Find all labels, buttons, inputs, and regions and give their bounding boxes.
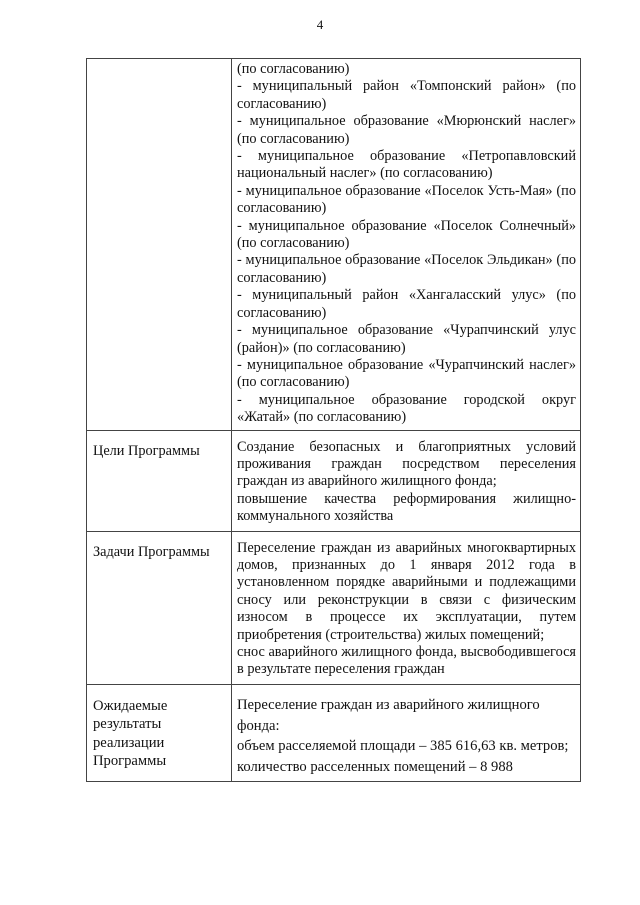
row-label: Цели Программы: [87, 430, 232, 531]
row-content: [232, 59, 581, 431]
table-row-expected-results: [87, 684, 581, 781]
content-line: - муниципальное образование «Чурапчинский улус (район)» (по согласованию): [237, 322, 576, 356]
program-passport-table: [86, 58, 581, 782]
row-label: Ожидаемые результаты реализации Программы: [87, 684, 232, 781]
row-content: [232, 684, 581, 781]
content-line: Создание безопасных и благоприятных условий проживания граждан посредством переселения граждан из аварийного жилищного фонда;: [237, 438, 576, 490]
row-content: [232, 531, 581, 684]
table-row-goals: [87, 430, 581, 531]
content-line: - муниципальное образование «Чурапчинский наслег» (по согласованию): [237, 356, 576, 391]
content-line: - муниципальное образование «Поселок Эльдикан» (по согласованию): [237, 252, 576, 286]
content-line: - муниципальное образование «Поселок Солнечный» (по согласованию): [237, 217, 576, 252]
content-line: Переселение граждан из аварийного жилищного фонда:: [237, 696, 540, 734]
table-row-tasks: [87, 531, 581, 684]
row-label: [87, 59, 232, 431]
content-line: снос аварийного жилищного фонда, высвободившегося в результате переселения граждан: [237, 644, 576, 678]
content-line: повышение качества реформирования жилищно-коммунального хозяйства: [237, 490, 576, 525]
content-line: объем расселяемой площади – 385 616,63 кв. метров;: [237, 738, 569, 755]
content-line: - муниципальный район «Томпонский район» (по согласованию): [237, 78, 576, 112]
row-label: Задачи Программы: [87, 531, 232, 684]
content-line: - муниципальное образование «Мюрюнский наслег» (по согласованию): [237, 113, 576, 147]
content-line: количество расселенных помещений – 8 988: [237, 759, 513, 776]
content-line: (по согласованию): [237, 61, 350, 77]
content-line: - муниципальное образование городской округ «Жатай» (по согласованию): [237, 391, 576, 426]
row-content: [232, 430, 581, 531]
table-row-participants: [87, 59, 581, 431]
page-number: 4: [316, 17, 324, 32]
content-line: - муниципальное образование «Петропавловский национальный наслег» (по согласованию): [237, 148, 576, 182]
content-line: Переселение граждан из аварийных многоквартирных домов, признанных до 1 января 2012 года в установленном порядке аварийными и подлежащими сносу или реконструкции в связи с физическим износом в процессе их эксплуатации, путем приобретения (строительства) жилых помещений;: [237, 539, 576, 643]
content-line: - муниципальный район «Хангаласский улус» (по согласованию): [237, 287, 576, 321]
content-line: - муниципальное образование «Поселок Усть-Мая» (по согласованию): [237, 182, 576, 217]
